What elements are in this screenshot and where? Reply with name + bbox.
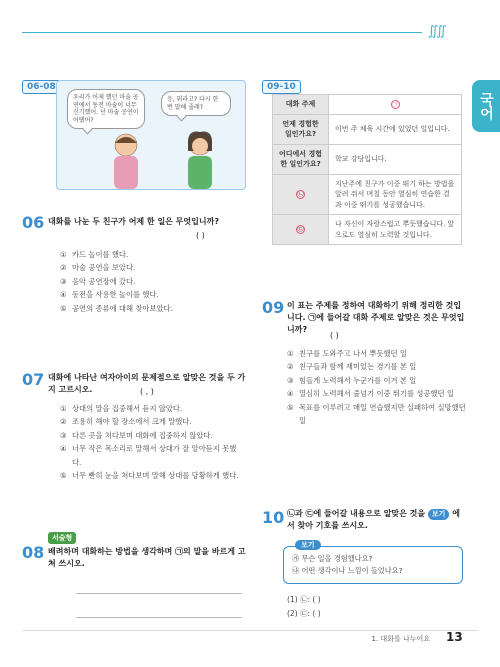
question-number-09: 09 xyxy=(262,298,285,317)
options-07 xyxy=(60,402,245,483)
answer-blank-09[interactable]: ( ) xyxy=(330,331,339,340)
subject-tab[interactable]: 국어 xyxy=(472,80,500,132)
question-06-text: 대화를 나눈 두 친구가 어제 한 일은 무엇입니까? xyxy=(48,217,219,226)
question-number-06: 06 xyxy=(22,213,45,232)
question-09-text: 이 표는 주제를 정하여 대화하기 위해 정리한 것입니다. ㉠에 들어갈 대화 주제로 알맞은 것은 무엇입니까? xyxy=(287,301,465,334)
bogi-item-1: ㉮ 무슨 일을 경험했나요? xyxy=(292,554,373,563)
answer-10-2[interactable]: (2) ㉢: ( ) xyxy=(287,609,321,618)
bogi-box xyxy=(283,546,463,584)
footer-rule xyxy=(22,630,478,631)
question-07-text: 대화에 나타난 여자아이의 문제점으로 알맞은 것을 두 가지 고르시오. xyxy=(48,373,246,394)
answer-blank-06[interactable]: ( ) xyxy=(196,231,205,240)
option-07-4[interactable]: ④ 너무 작은 목소리로 말해서 상대가 잘 알아듣지 못했다. xyxy=(60,444,237,467)
option-06-1[interactable]: ① 카드 놀이를 했다. xyxy=(60,250,129,259)
bogi-reference-label: 보기 xyxy=(428,509,450,520)
page-number: 13 xyxy=(446,630,463,644)
option-09-2[interactable]: ② 친구들과 함께 재미있는 경기를 본 일 xyxy=(287,362,417,372)
option-09-3[interactable]: ③ 힘들게 노력해서 누군가를 이겨 본 일 xyxy=(287,375,417,385)
option-06-3[interactable]: ③ 음악 공연장에 갔다. xyxy=(60,276,136,286)
table-header-cell xyxy=(273,215,329,245)
answer-blank-07[interactable]: ( , ) xyxy=(140,387,154,396)
option-09-4[interactable]: ④ 열심히 노력해서 줄넘기 이중 뛰기를 성공했던 일 xyxy=(287,389,454,399)
chapter-title: 1. 대화를 나누어요 xyxy=(371,635,430,643)
options-09 xyxy=(287,347,467,428)
answer-10-1[interactable]: (1) ㉡: ( ) xyxy=(287,595,321,604)
blank-marker-icon: ㉠ xyxy=(391,101,398,108)
table-header-cell xyxy=(273,174,329,215)
table-row xyxy=(273,144,462,174)
speech-bubble-boy: 우리가 어제 했던 마술 공연에서 동전 마술이 너무 신기했어. 넌 마술 공연이 어땠어? xyxy=(67,89,145,129)
bogi-item-2: ㉯ 어떤 생각이나 느낌이 들었나요? xyxy=(292,565,403,575)
blank-marker-icon: ㉢ xyxy=(297,226,304,234)
question-number-10: 10 xyxy=(262,508,285,527)
table-row xyxy=(273,215,462,245)
section-label-09-10: 09-10 xyxy=(262,80,301,94)
topic-table xyxy=(272,94,462,245)
girl-figure-icon xyxy=(175,129,225,189)
options-06 xyxy=(60,248,245,315)
option-07-5[interactable]: ⑤ 너무 빤히 눈을 쳐다보며 말해 상대를 당황하게 했다. xyxy=(60,471,239,481)
table-header-cell: 언제 경험한 일인가요? xyxy=(273,114,329,144)
blank-marker-icon: ㉡ xyxy=(297,191,304,198)
bogi-tag: 보기 xyxy=(295,540,321,550)
option-09-1[interactable]: ① 친구를 도와주고 나서 뿌듯했던 일 xyxy=(287,349,407,358)
header-decoration-icon: ∬∬ xyxy=(428,24,445,39)
boy-figure-icon xyxy=(101,131,151,189)
table-value-cell xyxy=(329,95,462,115)
table-value-cell: 학교 강당입니다. xyxy=(329,144,462,174)
option-09-5[interactable]: ⑤ 목표를 이루려고 매일 연습했지만 실패하여 실망했던 일 xyxy=(287,402,466,426)
option-07-3[interactable]: ③ 다른 곳을 쳐다보며 대화에 집중하지 않았다. xyxy=(60,430,213,440)
answer-line-1[interactable] xyxy=(76,593,242,594)
section-label-06-08: 06-08 xyxy=(22,80,61,94)
option-06-2[interactable]: ② 마술 공연을 보았다. xyxy=(60,263,136,273)
table-row xyxy=(273,114,462,144)
table-header-cell: 어디에서 경험한 일인가요? xyxy=(273,144,329,174)
option-06-5[interactable]: ⑤ 공연의 종류에 대해 찾아보았다. xyxy=(60,303,173,313)
table-row xyxy=(273,174,462,215)
speech-bubble-girl: 응, 뭐라고? 다시 한 번 말해 줄래? xyxy=(161,91,231,116)
table-value-cell: 나 자신이 자랑스럽고 뿌듯했습니다. 앞으로도 열심히 노력할 것입니다. xyxy=(329,215,462,245)
top-rule xyxy=(22,32,422,33)
table-header-cell: 대화 주제 xyxy=(273,95,329,115)
answer-line-2[interactable] xyxy=(76,617,242,618)
question-number-08: 08 xyxy=(22,543,45,562)
question-10-text: ㉡과 ㉢에 들어갈 내용으로 알맞은 것을 보기 에서 찾아 기호를 쓰시오. xyxy=(287,509,460,530)
table-row xyxy=(273,95,462,115)
option-07-1[interactable]: ① 상대의 말을 집중해서 듣지 않았다. xyxy=(60,404,183,413)
question-number-07: 07 xyxy=(22,370,45,389)
table-value-cell: 이번 주 체육 시간에 있었던 일입니다. xyxy=(329,114,462,144)
dialogue-illustration xyxy=(56,80,246,190)
option-06-4[interactable]: ④ 동전을 사용한 놀이를 했다. xyxy=(60,290,159,300)
table-value-cell: 지난주에 친구가 이중 뛰기 하는 방법을 알려 줘서 며칠 동안 열심히 연습한 결과 이중 뛰기를 성공했습니다. xyxy=(329,174,462,215)
question-08-text: 배려하며 대화하는 방법을 생각하며 ㉠의 말을 바르게 고쳐 쓰시오. xyxy=(48,547,246,568)
option-07-2[interactable]: ② 조용히 해야 할 장소에서 크게 말했다. xyxy=(60,417,192,427)
descriptive-badge: 서술형 xyxy=(48,532,76,544)
